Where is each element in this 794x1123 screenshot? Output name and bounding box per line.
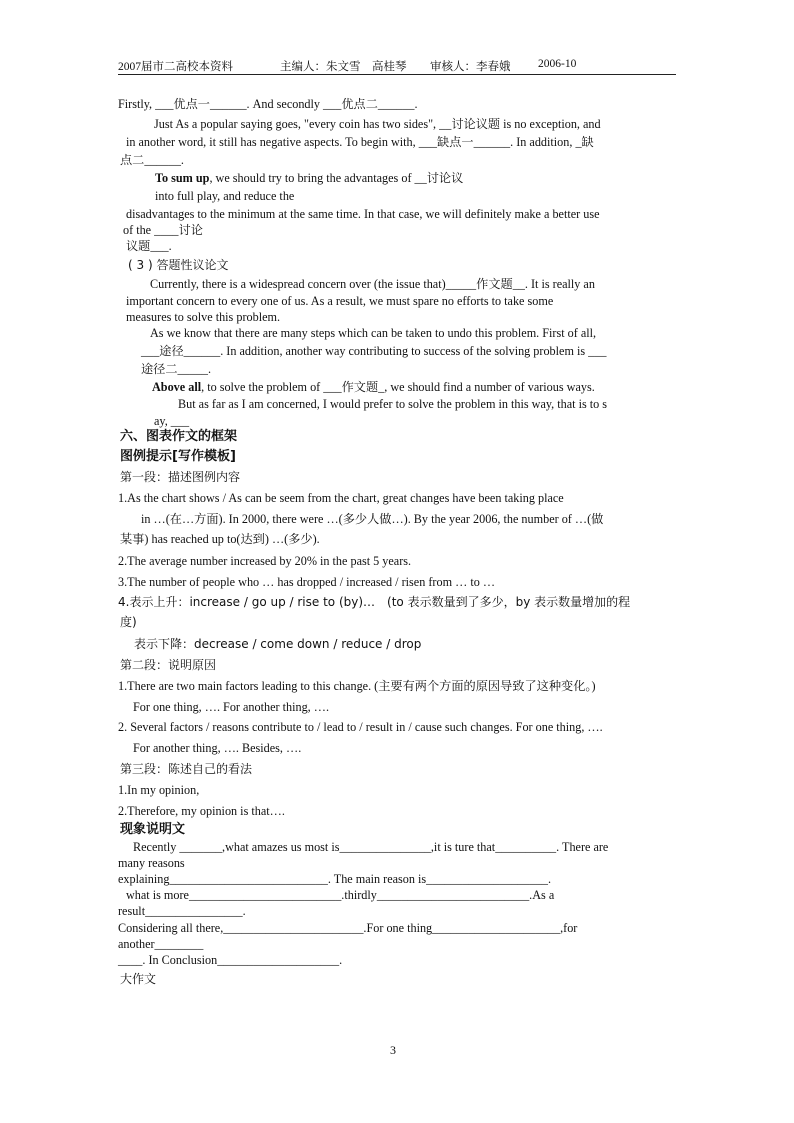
text-line: 2.The average number increased by 20% in the past 5 years. xyxy=(118,554,412,568)
paragraph-heading: 第一段：描述图例内容 xyxy=(120,470,241,484)
text-line: of the ____讨论 xyxy=(123,223,203,237)
text-line: 表示下降：decrease / come down / reduce / drop xyxy=(134,637,422,651)
page-header xyxy=(118,58,676,75)
text-line: 度) xyxy=(120,615,137,629)
text-line: ____. In Conclusion____________________. xyxy=(118,953,343,967)
text-line: 1.There are two main factors leading to this change. (主要有两个方面的原因导致了这种变化。) xyxy=(118,679,596,693)
text-line: in another word, it still has negative aspects. To begin with, ___缺点一______. In addition, _缺 xyxy=(126,135,594,149)
section-heading: 六、图表作文的框架 xyxy=(120,429,238,444)
text-line: Currently, there is a widespread concern over (the issue that)_____作文题__. It is really an xyxy=(150,277,595,291)
text-line: 1.In my opinion, xyxy=(118,783,200,797)
section-heading: 图例提示[写作模板] xyxy=(120,449,236,464)
paragraph-heading: 第三段：陈述自己的看法 xyxy=(120,762,253,776)
text-line: As we know that there are many steps which can be taken to undo this problem. First of all, xyxy=(150,326,597,340)
text-line: ay, ___ xyxy=(154,414,190,428)
text-line: 1.As the chart shows / As can be seem from the chart, great changes have been taking place xyxy=(118,491,564,505)
section-heading: 现象说明文 xyxy=(120,822,186,837)
text-line: disadvantages to the minimum at the same time. In that case, we will definitely make a better use xyxy=(126,207,600,221)
text-line: ___途径______. In addition, another way contributing to success of the solving problem is ___ xyxy=(141,344,607,358)
text-line: in …(在…方面). In 2000, there were …(多少人做…). By the year 2006, the number of …(做 xyxy=(141,512,604,526)
text-line: 点二______. xyxy=(120,153,184,167)
text-line: Firstly, ___优点一______. And secondly ___优点二______. xyxy=(118,97,418,111)
text-line: Above all, to solve the problem of ___作文题_, we should find a number of various ways. xyxy=(152,380,595,394)
text-line: into full play, and reduce the xyxy=(155,189,295,203)
text-line: For one thing, …. For another thing, …. xyxy=(133,700,329,714)
page-number: 3 xyxy=(390,1043,396,1057)
text-line: measures to solve this problem. xyxy=(126,310,281,324)
text-line: many reasons xyxy=(118,856,185,870)
header-date: 2006-10 xyxy=(538,58,577,70)
text-line: 2. Several factors / reasons contribute to / lead to / result in / cause such changes. For one thing, …. xyxy=(118,720,603,734)
text-line: 2.Therefore, my opinion is that…. xyxy=(118,804,285,818)
text-line: But as far as I am concerned, I would prefer to solve the problem in this way, that is to s xyxy=(178,397,608,411)
text-line: ( 3 ) 答题性议论文 xyxy=(128,258,229,272)
text-line: 某事) has reached up to(达到) …(多少). xyxy=(120,532,320,546)
text-line: 3.The number of people who … has dropped / increased / risen from … to … xyxy=(118,575,496,589)
header-editors: 主编人：朱文雪 高桂琴 xyxy=(280,61,407,73)
text-line: To sum up, we should try to bring the advantages of __讨论议 xyxy=(155,171,464,185)
header-reviewer: 审核人：李春娥 xyxy=(430,61,511,73)
text-line: another________ xyxy=(118,937,204,951)
text-line: Recently _______,what amazes us most is_______________,it is ture that__________. There are xyxy=(133,840,609,854)
section-heading: 大作文 xyxy=(120,972,157,986)
text-line: result________________. xyxy=(118,904,246,918)
text-line: important concern to every one of us. As a result, we must spare no efforts to take some xyxy=(126,294,554,308)
text-line: Just As a popular saying goes, "every coin has two sides", __讨论议题 is no exception, and xyxy=(154,117,601,131)
text-line: For another thing, …. Besides, …. xyxy=(133,741,302,755)
text-line: 途径二_____. xyxy=(141,362,212,376)
text-line: 4.表示上升：increase / go up / rise to (by)… (to 表示数量到了多少，by 表示数量增加的程 xyxy=(118,595,631,609)
header-source: 2007届市二高校本资料 xyxy=(118,61,233,73)
text-line: explaining__________________________. The main reason is____________________. xyxy=(118,872,552,886)
paragraph-heading: 第二段：说明原因 xyxy=(120,658,217,672)
text-line: Considering all there,_______________________.For one thing_____________________,for xyxy=(118,921,578,935)
text-line: what is more_________________________.thirdly_________________________.As a xyxy=(126,888,555,902)
text-line: 议题___. xyxy=(126,239,172,253)
